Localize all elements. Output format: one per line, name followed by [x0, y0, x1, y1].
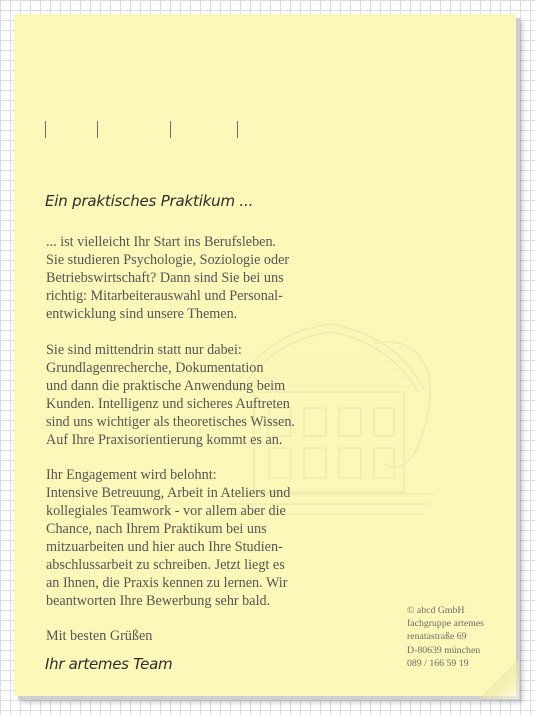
paragraph-line: Betriebswirtschaft? Dann sind Sie bei uns	[46, 270, 284, 286]
paragraph-line: Auf Ihre Praxisorientierung kommt es an.	[46, 432, 283, 448]
address-line: D-80639 münchen	[407, 644, 481, 656]
paragraph-line: Chance, nach Ihrem Praktikum bei uns	[46, 521, 267, 537]
signature: Ihr artemes Team	[45, 655, 173, 673]
closing-greeting: Mit besten Grüßen	[46, 628, 153, 644]
paragraph-line: sind uns wichtiger als theoretisches Wissen.	[46, 414, 295, 430]
tab-divider	[97, 121, 98, 138]
tab-divider	[170, 121, 171, 138]
page-heading: Ein praktisches Praktikum ...	[45, 192, 254, 210]
address-line: 089 / 166 59 19	[407, 657, 469, 669]
paragraph-line: Kunden. Intelligenz und sicheres Auftreten	[46, 396, 290, 412]
address-block	[407, 604, 484, 670]
address-line: © abcd GmbH	[407, 605, 465, 616]
address-line: fachgruppe artemes	[407, 618, 484, 630]
paragraph-line: kollegiales Teamwork - vor allem aber die	[46, 503, 286, 519]
paragraph-line: entwicklung sind unsere Themen.	[46, 306, 238, 322]
paragraph-line: richtig: Mitarbeiterauswahl und Personal-	[46, 288, 283, 304]
paragraph-line: und dann die praktische Anwendung beim	[46, 378, 286, 394]
paragraph-line: an Ihnen, die Praxis kennen zu lernen. Wir	[46, 575, 288, 591]
intro-paragraph	[46, 233, 336, 323]
paragraph-line: Sie sind mittendrin statt nur dabei:	[46, 342, 242, 358]
paragraph-line: Sie studieren Psychologie, Soziologie oder	[46, 252, 290, 268]
paragraph-line: Grundlagenrecherche, Dokumentation	[46, 360, 264, 376]
tab-divider	[45, 121, 46, 138]
paragraph-line: Intensive Betreuung, Arbeit in Ateliers und	[46, 485, 291, 501]
tab-divider	[237, 121, 238, 138]
note-paper	[14, 14, 516, 696]
reward-paragraph	[46, 466, 336, 610]
tab-dividers	[44, 121, 244, 139]
paragraph-line: mitzuarbeiten und hier auch Ihre Studien-	[46, 539, 283, 555]
tasks-paragraph	[46, 341, 336, 449]
paragraph-line: ... ist vielleicht Ihr Start ins Berufsleben.	[46, 234, 277, 250]
paragraph-line: beantworten Ihre Bewerbung sehr bald.	[46, 593, 271, 609]
paragraph-line: Ihr Engagement wird belohnt:	[46, 467, 217, 483]
paragraph-line: abschlussarbeit zu schreiben. Jetzt liegt es	[46, 557, 285, 573]
address-line: renatastraße 69	[407, 631, 467, 643]
